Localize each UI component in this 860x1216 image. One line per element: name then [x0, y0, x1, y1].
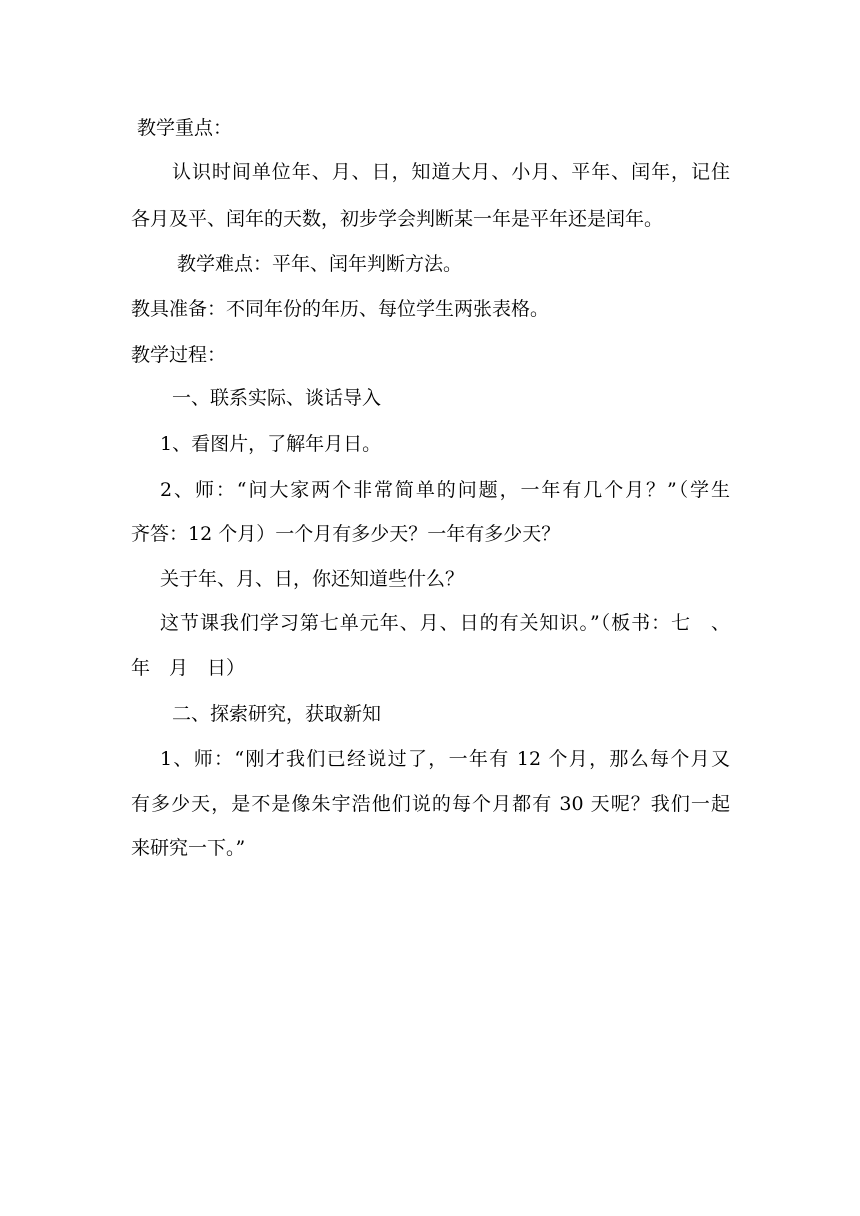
- step-1-text: 1、看图片，了解年月日。: [160, 433, 382, 455]
- focus-paragraph-line-1: 认识时间单位年、月、日，知道大月、小月、平年、闰年，记住: [172, 161, 730, 183]
- heading-teaching-focus: 教学重点：: [137, 117, 233, 139]
- step-2-line-1: 2、师：“问大家两个非常简单的问题，一年有几个月？”（学生: [160, 479, 730, 501]
- heading-teaching-difficulty: 教学难点：平年、闰年判断方法。: [177, 253, 463, 275]
- section2-step1-line-2: 有多少天，是不是像朱宇浩他们说的每个月都有 30 天呢？我们一起: [131, 793, 730, 815]
- lesson-intro-line-2: 年 月 日）: [131, 657, 246, 679]
- section2-step1-line-3: 来研究一下。”: [131, 837, 246, 859]
- question-line: 关于年、月、日，你还知道些什么？: [160, 568, 465, 590]
- heading-teaching-process: 教学过程：: [131, 344, 227, 366]
- focus-paragraph-line-2: 各月及平、闰年的天数，初步学会判断某一年是平年还是闰年。: [131, 208, 664, 230]
- section-heading-2: 二、探索研究，获取新知: [172, 703, 382, 725]
- section2-step1-line-1: 1、师：“刚才我们已经说过了，一年有 12 个月，那么每个月又: [160, 748, 730, 770]
- step-2-line-2: 齐答：12 个月）一个月有多少天？一年有多少天？: [131, 523, 561, 545]
- section-heading-1: 一、联系实际、谈话导入: [172, 387, 382, 409]
- lesson-intro-line-1: 这节课我们学习第七单元年、月、日的有关知识。”（板书：七 、: [160, 612, 730, 634]
- heading-teaching-aids: 教具准备：不同年份的年历、每位学生两张表格。: [131, 298, 550, 320]
